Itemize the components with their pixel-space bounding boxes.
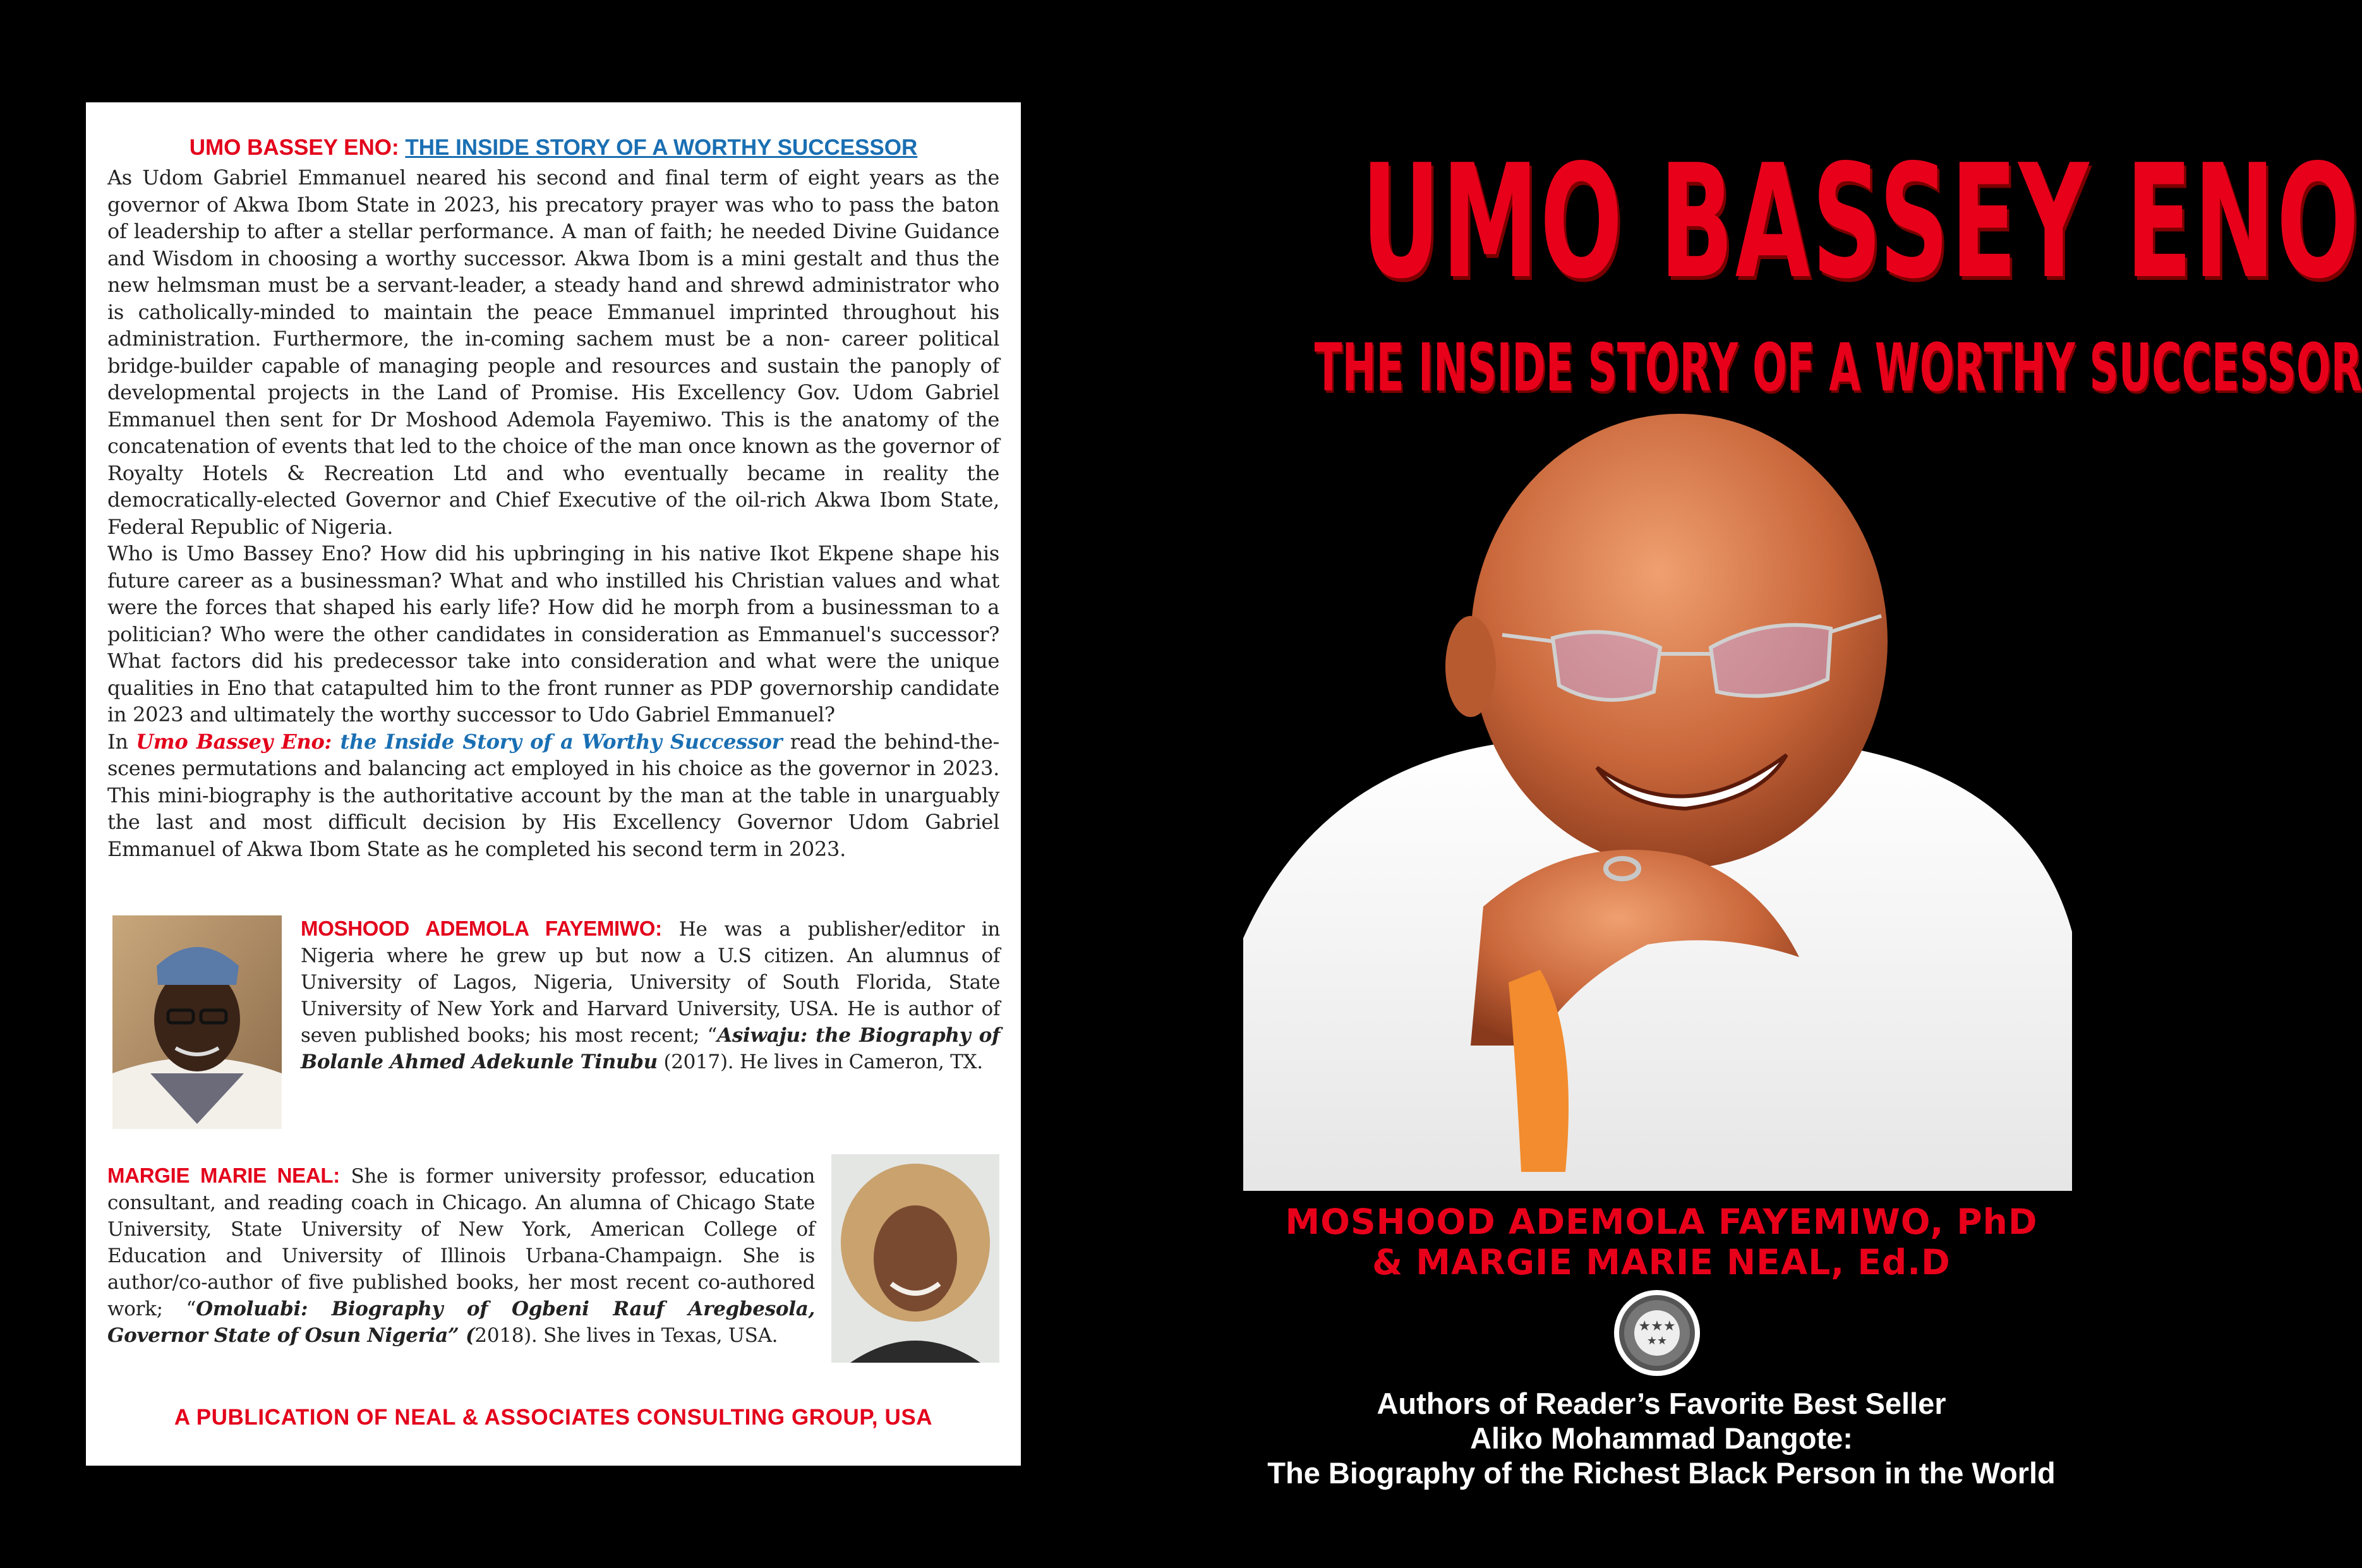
author1-photo — [112, 915, 282, 1129]
author1-bio-b: (2017). He lives in Cameron, TX. — [657, 1051, 983, 1073]
front-cover-title: UMO BASSEY ENO — [1361, 131, 2361, 313]
author1-bio — [301, 915, 1000, 1075]
svg-text:★★: ★★ — [1646, 1334, 1668, 1348]
bestseller-line-1: Authors of Reader’s Favorite Best Seller — [1377, 1387, 1946, 1420]
bestseller-line-3: The Biography of the Richest Black Person in the World — [1267, 1456, 2056, 1490]
bestseller-line-2: Aliko Mohammad Dangote: — [1470, 1421, 1853, 1455]
blurb-title-name: UMO BASSEY ENO: — [189, 135, 399, 160]
author1-bio-text — [301, 915, 1000, 1075]
publisher-line: A PUBLICATION OF NEAL & ASSOCIATES CONSULTING GROUP, USA — [174, 1405, 933, 1430]
author2-photo — [831, 1154, 999, 1363]
authors-line-1: MOSHOOD ADEMOLA FAYEMIWO, PhD — [1285, 1202, 2038, 1242]
author1-name: MOSHOOD ADEMOLA FAYEMIWO: — [301, 917, 662, 940]
author2-bio — [107, 1162, 815, 1349]
author2-name: MARGIE MARIE NEAL: — [107, 1164, 340, 1187]
subject-portrait — [1243, 414, 2072, 1191]
blurb-paragraph-3 — [107, 728, 999, 863]
author2-book: Omoluabi: Biography of Ogbeni Rauf Aregbesola, Governor State of Osun Nigeria” ( — [107, 1298, 815, 1347]
blurb-paragraph-1: As Udom Gabriel Emmanuel neared his second and final term of eight years as the governor of Akwa Ibom State in 2023, his precatory prayer was who to pass the baton of leadership to after a stellar performance. A man of faith; he needed Divine Guidance and Wisdom in choosing a worthy successor. Akwa Ibom is a mini gestalt and thus the new helmsman must be a servant-leader, a steady hand and shrewd administrator who is catholically-minded to maintain the peace Emmanuel imprinted throughout his administration. Furthermore, the in-coming sachem must be a non- career political bridge-builder capable of managing people and resources and sustain the panoply of developmental projects in the Land of Promise. His Excellency Gov. Udom Gabriel Emmanuel then sent for Dr Moshood Ademola Fayemiwo. This is the anatomy of the concatenation of events that led to the choice of the man once known as the governor of Royalty Hotels & Recreation Ltd and who eventually became in reality the democratically-elected Governor and Chief Executive of the oil-rich Akwa Ibom State, Federal Republic of Nigeria. — [107, 166, 999, 539]
award-seal-icon — [1613, 1289, 1701, 1377]
bestseller-note — [1200, 1386, 2123, 1490]
blurb-p3-prefix: In — [107, 729, 136, 754]
author1-bio-a: He was a publisher/editor in Nigeria where he grew up but now a U.S citizen. An alumnus of University of Lagos, Nigeria, University of South Florida, State University of New York and Harvard University, USA. He is author of seven published books; his most recent; “ — [301, 918, 1000, 1047]
author1-book: Asiwaju: the Biography of Bolanle Ahmed Adekunle Tinubu — [301, 1024, 1001, 1073]
blurb-title — [107, 135, 999, 160]
author2-bio-b: 2018). She lives in Texas, USA. — [474, 1324, 778, 1347]
blurb-paragraph-2: Who is Umo Bassey Eno? How did his upbringing in his native Ikot Ekpene shape his future career as a businessman? What and who instilled his Christian values and what were the forces that shaped his early life? How did he morph from a businessman to a politician? Who were the other candidates in consideration as Emmanuel's successor? What factors did his predecessor take into consideration and what were the unique qualities in Eno that catapulted him to the front runner as PDP governorship candidate in 2023 and ultimately the worthy successor to Udo Gabriel Emmanuel? — [107, 541, 999, 727]
front-cover-authors — [1200, 1202, 2123, 1282]
front-cover-subtitle: THE INSIDE STORY OF A WORTHY SUCCESSOR — [1314, 329, 2362, 406]
back-cover-panel — [86, 102, 1021, 1466]
blurb-p3-title-red: Umo Bassey Eno: — [136, 729, 332, 754]
blurb-p3-title-blue: the Inside Story of a Worthy Successor — [332, 729, 783, 754]
blurb-title-subtitle: THE INSIDE STORY OF A WORTHY SUCCESSOR — [405, 135, 918, 160]
blurb-p3-rest: read the behind-the-scenes permutations and balancing act employed in his choice as the governor in 2023. This mini-biography is the authoritative account by the man at the table in unarguably the last and most difficult decision by His Excellency Governor Udom Gabriel Emmanuel of Akwa Ibom State as he completed his second term in 2023. — [107, 729, 999, 861]
authors-line-2: & MARGIE MARIE NEAL, Ed.D — [1372, 1242, 1951, 1282]
author2-bio-text — [107, 1162, 815, 1349]
svg-text:★★★: ★★★ — [1638, 1318, 1676, 1334]
author2-bio-a: She is former university professor, education consultant, and reading coach in Chicago. An alumna of Chicago State University, State University of New York, American College of Education and University of Illinois Urbana-Champaign. She is author/co-author of five published books, her most recent co-authored work; “ — [107, 1165, 815, 1320]
